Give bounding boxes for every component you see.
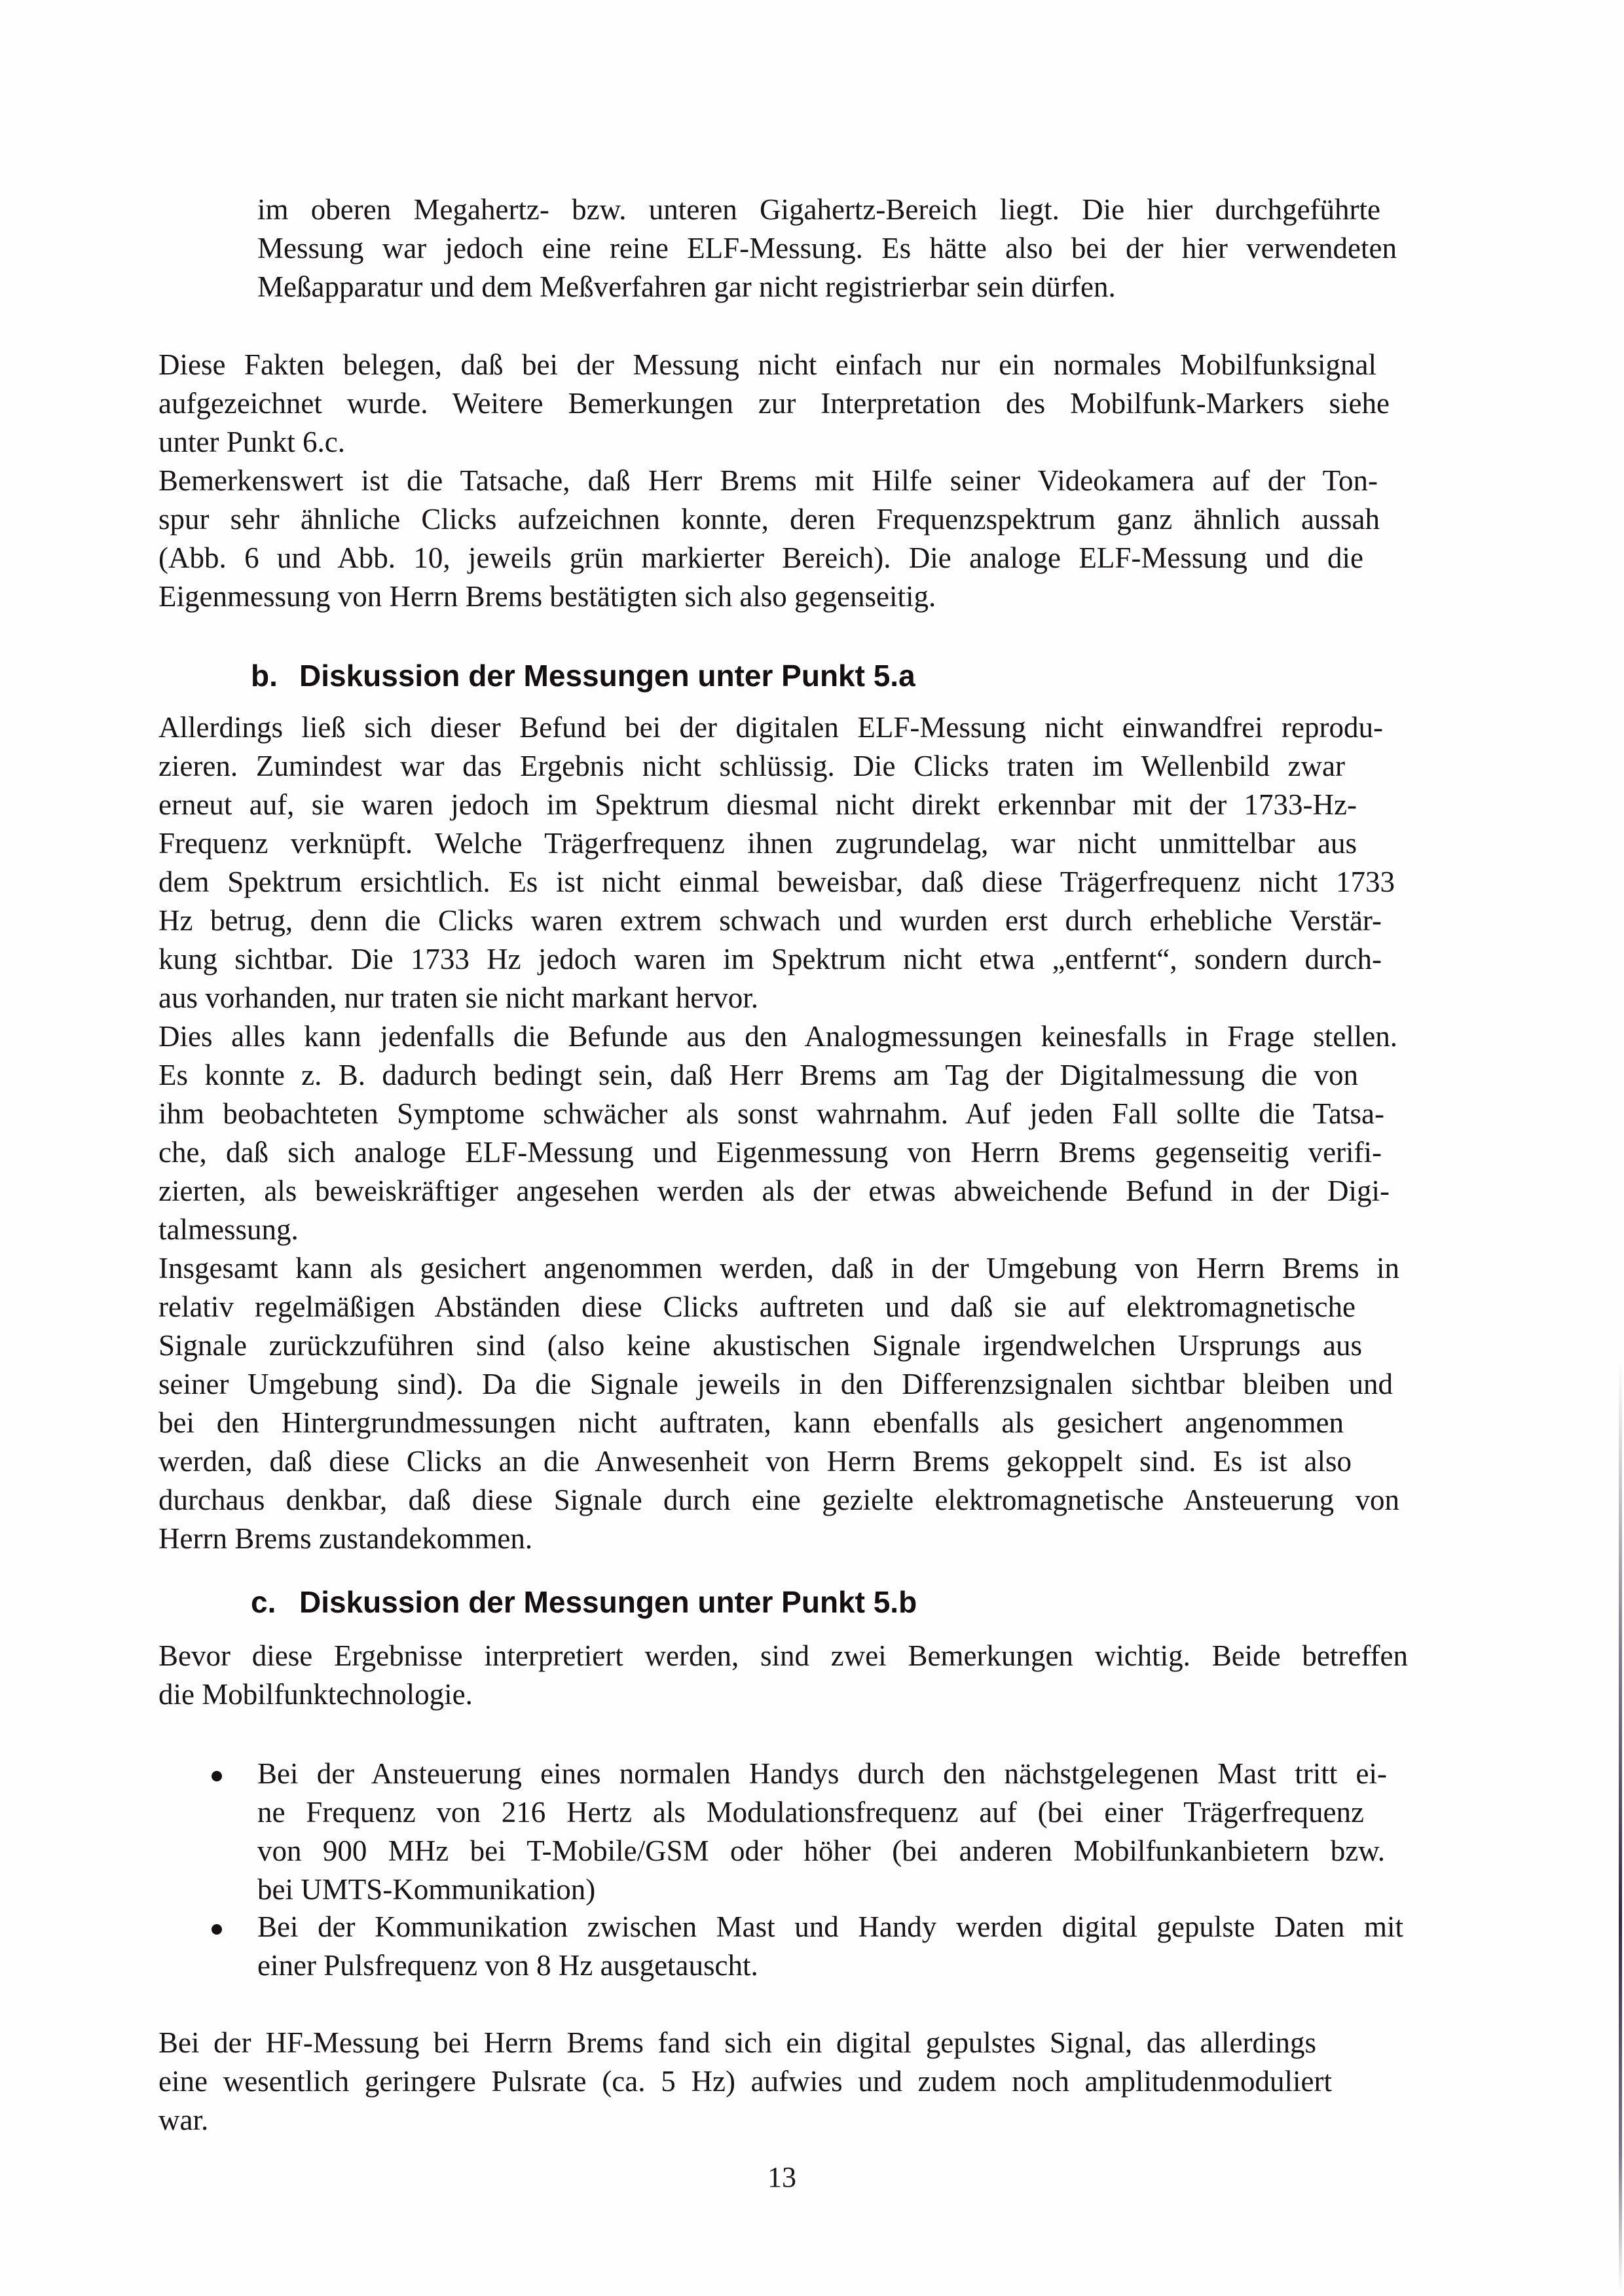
text-line: war. <box>158 2104 209 2136</box>
section-title: Diskussion der Messungen unter Punkt 5.b <box>299 1585 917 1619</box>
text-line: eine wesentlich geringere Pulsrate (ca. 5 Hz) aufwies und zudem noch amplitudenmoduliert <box>158 2065 1332 2098</box>
text-line: unter Punkt 6.c. <box>158 426 345 458</box>
section-title: Diskussion der Messungen unter Punkt 5.a <box>299 659 915 693</box>
text-line: Signale zurückzuführen sind (also keine akustischen Signale irgendwelchen Ursprungs aus <box>158 1329 1362 1362</box>
text-line: ne Frequenz von 216 Hertz als Modulationsfrequenz auf (bei einer Trägerfrequenz <box>257 1796 1364 1829</box>
text-line: Bei der HF-Messung bei Herrn Brems fand sich ein digital gepulstes Signal, das allerdings <box>158 2026 1316 2059</box>
page-number: 13 <box>767 2161 796 2193</box>
text-line: Dies alles kann jedenfalls die Befunde aus den Analogmessungen keinesfalls in Frage stellen. <box>158 1020 1397 1053</box>
text-line: im oberen Megahertz- bzw. unteren Gigahertz-Bereich liegt. Die hier durchgeführte <box>257 193 1380 226</box>
text-line: Bemerkenswert ist die Tatsache, daß Herr Brems mit Hilfe seiner Videokamera auf der Ton- <box>158 464 1378 497</box>
text-line: Allerdings ließ sich dieser Befund bei der digitalen ELF-Messung nicht einwandfrei reprodu- <box>158 711 1383 744</box>
text-line: Eigenmessung von Herrn Brems bestätigten sich also gegenseitig. <box>158 580 936 613</box>
text-line: Bei der Kommunikation zwischen Mast und Handy werden digital gepulste Daten mit <box>257 1910 1403 1943</box>
text-line: ihm beobachteten Symptome schwächer als sonst wahrnahm. Auf jeden Fall sollte die Tatsa- <box>158 1097 1384 1130</box>
text-line: (Abb. 6 und Abb. 10, jeweils grün markierter Bereich). Die analoge ELF-Messung und die <box>158 541 1363 574</box>
text-line: die Mobilfunktechnologie. <box>158 1678 473 1711</box>
text-line: Bei der Ansteuerung eines normalen Handys durch den nächstgelegenen Mast tritt ei- <box>257 1757 1387 1790</box>
text-line: Diese Fakten belegen, daß bei der Messung nicht einfach nur ein normales Mobilfunksignal <box>158 348 1376 381</box>
text-line: talmessung. <box>158 1213 299 1246</box>
text-line: aus vorhanden, nur traten sie nicht markant hervor. <box>158 981 758 1014</box>
section-label: c. <box>251 1585 276 1619</box>
text-line: Meßapparatur und dem Meßverfahren gar nicht registrierbar sein dürfen. <box>257 270 1116 303</box>
text-line: Messung war jedoch eine reine ELF-Messung. Es hätte also bei der hier verwendeten <box>257 232 1397 264</box>
text-line: zieren. Zumindest war das Ergebnis nicht schlüssig. Die Clicks traten im Wellenbild zwar <box>158 750 1345 782</box>
text-line: erneut auf, sie waren jedoch im Spektrum diesmal nicht direkt erkennbar mit der 1733-Hz- <box>158 788 1357 821</box>
text-line: Herrn Brems zustandekommen. <box>158 1522 533 1555</box>
text-line: von 900 MHz bei T-Mobile/GSM oder höher (bei anderen Mobilfunkanbietern bzw. <box>257 1834 1385 1867</box>
section-label: b. <box>251 659 278 693</box>
text-line: Hz betrug, denn die Clicks waren extrem schwach und wurden erst durch erhebliche Verstär- <box>158 904 1382 937</box>
text-line: seiner Umgebung sind). Da die Signale jeweils in den Differenzsignalen sichtbar bleiben und <box>158 1368 1393 1400</box>
scan-edge-line <box>1619 1362 1622 2291</box>
text-line: Bevor diese Ergebnisse interpretiert werden, sind zwei Bemerkungen wichtig. Beide betreffen <box>158 1639 1408 1672</box>
bullet-icon <box>212 1924 222 1935</box>
text-line: che, daß sich analoge ELF-Messung und Eigenmessung von Herrn Brems gegenseitig verifi- <box>158 1136 1382 1169</box>
text-line: Frequenz verknüpft. Welche Trägerfrequenz ihnen zugrundelag, war nicht unmittelbar aus <box>158 827 1357 860</box>
text-line: kung sichtbar. Die 1733 Hz jedoch waren im Spektrum nicht etwa „entfernt“, sondern durch- <box>158 943 1382 975</box>
text-line: werden, daß diese Clicks an die Anwesenheit von Herrn Brems gekoppelt sind. Es ist also <box>158 1445 1352 1478</box>
text-line: bei UMTS-Kommunikation) <box>257 1873 596 1906</box>
text-line: dem Spektrum ersichtlich. Es ist nicht einmal beweisbar, daß diese Trägerfrequenz nicht 1733 <box>158 866 1395 898</box>
text-line: spur sehr ähnliche Clicks aufzeichnen konnte, deren Frequenzspektrum ganz ähnlich aussah <box>158 503 1380 536</box>
text-line: Insgesamt kann als gesichert angenommen werden, daß in der Umgebung von Herrn Brems in <box>158 1252 1399 1285</box>
text-line: aufgezeichnet wurde. Weitere Bemerkungen zur Interpretation des Mobilfunk-Markers siehe <box>158 387 1390 420</box>
text-line: einer Pulsfrequenz von 8 Hz ausgetauscht. <box>257 1949 758 1982</box>
text-line: bei den Hintergrundmessungen nicht auftraten, kann ebenfalls als gesichert angenommen <box>158 1406 1344 1439</box>
bullet-icon <box>212 1771 222 1781</box>
text-line: durchaus denkbar, daß diese Signale durch eine gezielte elektromagnetische Ansteuerung von <box>158 1484 1399 1516</box>
text-line: relativ regelmäßigen Abständen diese Clicks auftreten und daß sie auf elektromagnetische <box>158 1290 1356 1323</box>
text-line: zierten, als beweiskräftiger angesehen werden als der etwas abweichende Befund in der Digi- <box>158 1175 1390 1207</box>
text-line: Es konnte z. B. dadurch bedingt sein, daß Herr Brems am Tag der Digitalmessung die von <box>158 1059 1358 1091</box>
